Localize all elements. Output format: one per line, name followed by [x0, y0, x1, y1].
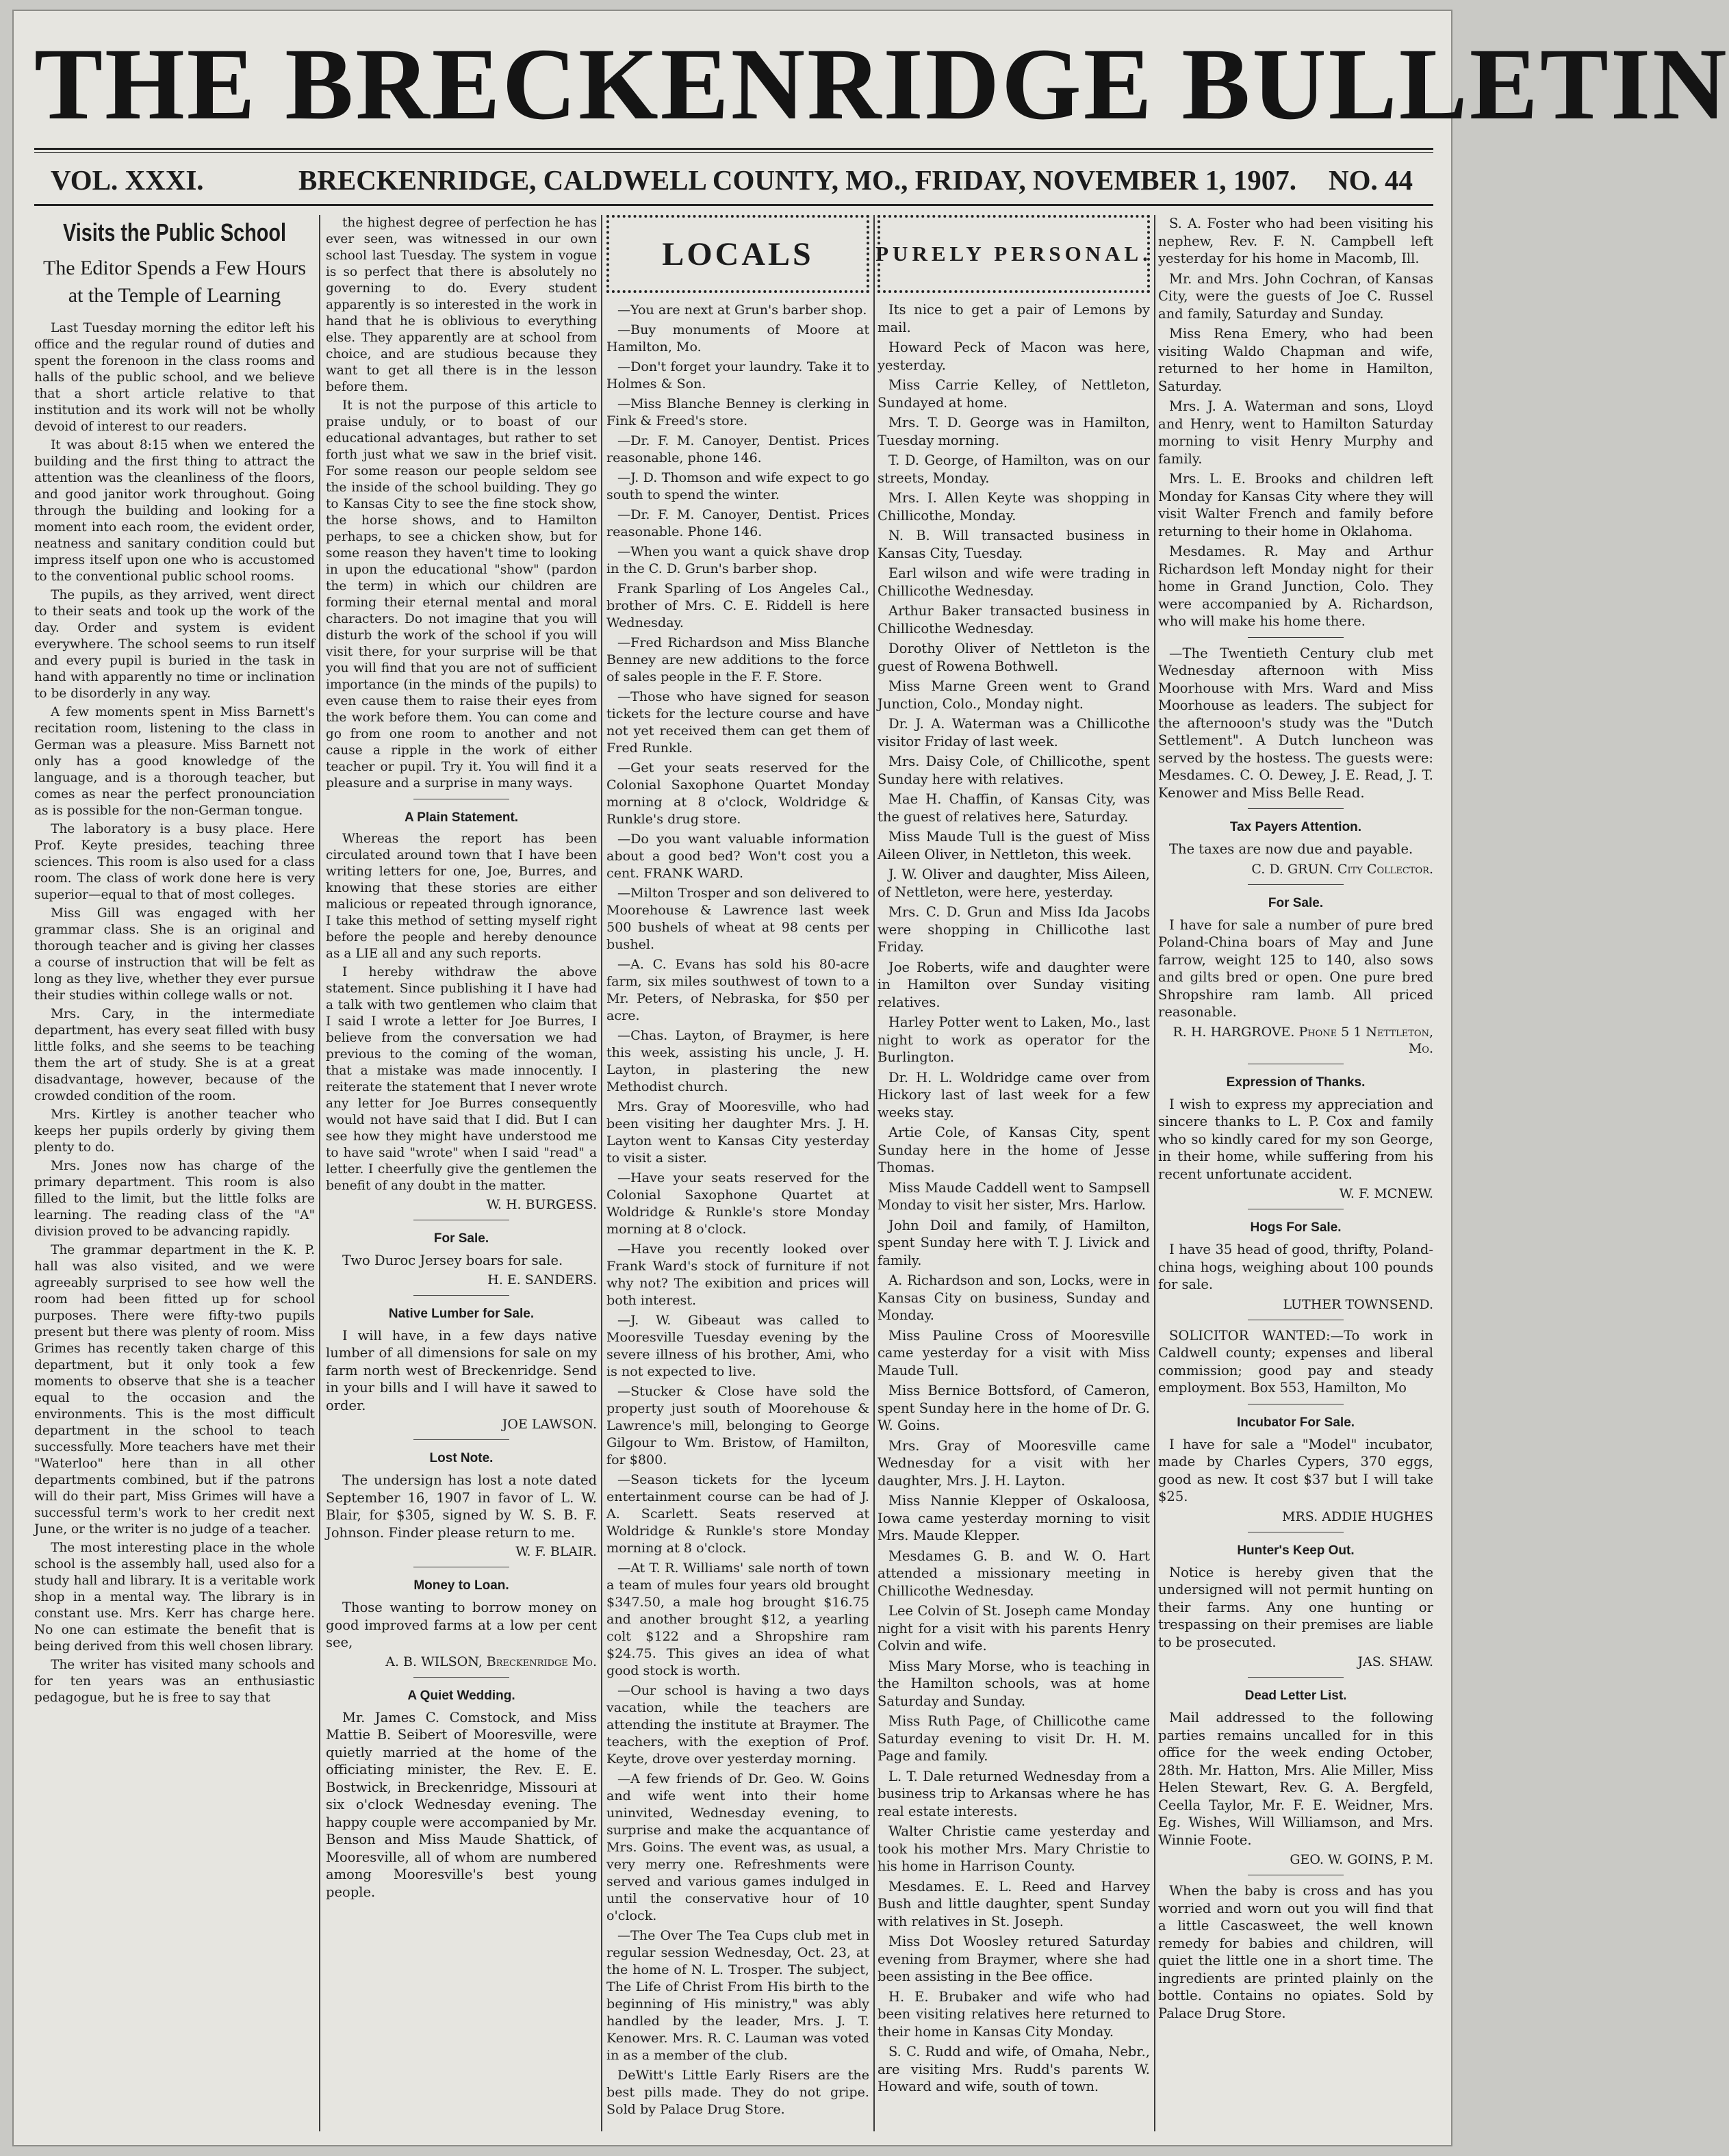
local-item: Mrs. Gray of Mooresville, who had been visiting her daughter Mrs. J. H. Layton went to Kansas City yesterday to visit a sister.: [606, 1099, 869, 1166]
statement-paragraph: I hereby withdraw the above statement. Since publishing it I have had a talk with two gentlemen who claim that I said I wrote a letter for Joe Burres, I believe from the conversation we had previous to the coming of the woman, that a mistake was made innocently. I reiterate the statement that I never wrote any letter for Joe Burres consequently would not have said that I did. But I can see how they might have understood me to have said "wrote" when I said "read" a letter. I cheerfully give the gentlemen the benefit of any doubt in the matter.: [326, 965, 597, 1193]
notice-title: Lost Note.: [429, 1451, 494, 1465]
personal-item: L. T. Dale returned Wednesday from a business trip to Arkansas where he has real estate interests.: [878, 1768, 1150, 1819]
personal-item: Dorothy Oliver of Nettleton is the guest of Rowena Bothwell.: [878, 641, 1150, 674]
notice-title: Expression of Thanks.: [1226, 1075, 1366, 1090]
notice-text: The taxes are now due and payable.: [1169, 841, 1413, 857]
personal-item: Mrs. C. D. Grun and Miss Ida Jacobs were shopping in Chillicothe last Friday.: [878, 904, 1150, 955]
local-item: DeWitt's Little Early Risers are the best pills made. They do not gripe. Sold by Palace Drug Store.: [606, 2067, 869, 2117]
personal-item: S. C. Rudd and wife, of Omaha, Nebr., are visiting Mrs. Rudd's parents W. Howard and wife, south of town.: [878, 2044, 1150, 2094]
personal-item: Miss Nannie Klepper of Oskaloosa, Iowa came yesterday morning to visit Mrs. Maude Klepper.: [878, 1493, 1150, 1543]
personal-item: A. Richardson and son, Locks, were in Kansas City on business, Sunday and Monday.: [878, 1272, 1150, 1323]
local-item: —Buy monuments of Moore at Hamilton, Mo.: [606, 322, 869, 355]
article-paragraph: Mrs. Cary, in the intermediate department, has every seat filled with busy little folks, and she seems to be teaching them the art of study. She is at a great disadvantage, however, because of the crowded condition of the room.: [34, 1007, 315, 1103]
notice-signature: A. B. WILSON, Breckenridge Mo.: [385, 1654, 597, 1669]
personal-item: Walter Christie came yesterday and took his mother Mrs. Mary Christie to his home in Harrison County.: [878, 1823, 1150, 1874]
solicitor-notice: SOLICITOR WANTED:—To work in Caldwell county; expenses and liberal commission; good pay and steady employment. Box 553, Hamilton, Mo: [1158, 1327, 1433, 1396]
local-item: —Those who have signed for season tickets for the lecture course and have not yet received them can get them of Fred Runkle.: [606, 689, 869, 756]
personal-item: Mrs. Gray of Mooresville came Wednesday for a visit with her daughter, Mrs. J. H. Layton.: [878, 1437, 1150, 1489]
personal-item: J. W. Oliver and daughter, Miss Aileen, of Nettleton, were here, yesterday.: [878, 867, 1150, 900]
notice-title: A Plain Statement.: [404, 810, 519, 825]
notice-signature: JAS. SHAW.: [1357, 1654, 1433, 1669]
notice-title: Money to Loan.: [413, 1578, 509, 1593]
article-paragraph: The pupils, as they arrived, went direct to their seats and took up the work of the day. Order and system is evident everywhere. The school seems to run itself and every pupil is buried in the task in hand with apparently no time or inclination to be disorderly in any way.: [34, 588, 315, 701]
notice-title: Dead Letter List.: [1244, 1689, 1347, 1703]
personal-header: PURELY PERSONAL.: [878, 215, 1150, 293]
personal-item: Miss Rena Emery, who had been visiting Waldo Chapman and wife, returned to her home in Hamilton, Saturday.: [1158, 326, 1433, 394]
masthead-rule: [34, 148, 1433, 150]
local-item: —At T. R. Williams' sale north of town a team of mules four years old brought $347.50, a male hog brought $16.75 and another brought $12, a yearling colt $122 and a Shropshire ram $24.75. This gives an idea of what good stock is worth.: [606, 1560, 869, 1678]
article-body: [34, 320, 315, 1706]
personal-item: Miss Carrie Kelley, of Nettleton, Sundayed at home.: [878, 377, 1150, 411]
local-item: —Season tickets for the lyceum entertainment course can be had of J. A. Scarlett. Seats reserved at Woldridge & Runkle's store Monday morning at 8 o'clock.: [606, 1472, 869, 1556]
section-rule: [1248, 884, 1344, 885]
article-paragraph: Miss Gill was engaged with her grammar class. She is an original and thorough teacher and is giving her classes a course of instruction that will be felt as long as they live, whether they ever pursue their studies within college walls or not.: [34, 906, 315, 1003]
local-item: —Do you want valuable information about a good bed? Won't cost you a cent. FRANK WARD.: [606, 831, 869, 881]
newspaper-page: [12, 10, 1729, 2146]
section-rule: [413, 1677, 509, 1678]
notice-signature: C. D. GRUN. City Collector.: [1251, 861, 1433, 877]
notice-signature: MRS. ADDIE HUGHES: [1282, 1509, 1433, 1524]
local-item: —When you want a quick shave drop in the C. D. Grun's barber shop.: [606, 543, 869, 576]
notice-text: Those wanting to borrow money on good improved farms at a low per cent see,: [326, 1600, 597, 1650]
column-divider: [873, 215, 875, 2131]
place-and-date: BRECKENRIDGE, CALDWELL COUNTY, MO., FRIDAY, NOVEMBER 1, 1907.: [298, 164, 1296, 196]
personal-item: H. E. Brubaker and wife who had been visiting relatives here returned to their home in Kansas City Monday.: [878, 1988, 1150, 2040]
personal-item: Miss Mary Morse, who is teaching in the Hamilton schools, was at home Saturday and Sunday.: [878, 1658, 1150, 1709]
local-item: —Get your seats reserved for the Colonial Saxophone Quartet Monday morning at 8 o'clock, Woldridge & Runkle's drug store.: [606, 760, 869, 827]
notice-title: Hogs For Sale.: [1250, 1220, 1342, 1235]
notice-title: Tax Payers Attention.: [1229, 820, 1362, 834]
personal-item: Mesdames. E. L. Reed and Harvey Bush and little daughter, spent Sunday with relatives in St. Joseph.: [878, 1878, 1150, 1929]
advertisement: When the baby is cross and has you worried and worn out you will find that a little Cascasweet, the well known remedy for babies and children, will quiet the little one in a short time. The ingredients are printed plainly on the bottle. Contains no opiates. Sold by Palace Drug Store.: [1158, 1883, 1433, 2021]
personal-item: Arthur Baker transacted business in Chillicothe Wednesday.: [878, 603, 1150, 637]
local-item: —Fred Richardson and Miss Blanche Benney are new additions to the force of sales people in the F. F. Store.: [606, 634, 869, 684]
personal-item: Miss Marne Green went to Grand Junction, Colo., Monday night.: [878, 678, 1150, 712]
dateline: [34, 163, 1433, 197]
personal-item: Lee Colvin of St. Joseph came Monday night for a visit with his parents Henry Colvin and wife.: [878, 1603, 1150, 1654]
column-divider: [1154, 215, 1155, 2131]
notice-title: For Sale.: [1268, 895, 1324, 910]
column-two: [326, 215, 597, 2131]
notice-text: The undersign has lost a note dated September 16, 1907 in favor of L. W. Blair, for $305, signed by W. S. B. F. Johnson. Finder please return to me.: [326, 1472, 597, 1541]
personal-item: Mrs. I. Allen Keyte was shopping in Chillicothe, Monday.: [878, 490, 1150, 524]
section-rule: [1248, 637, 1344, 638]
section-rule: [1248, 1677, 1344, 1678]
plain-statement-body: [326, 831, 597, 1194]
local-item: —Stucker & Close have sold the property just south of Moorehouse & Lawrence's mill, belonging to George Gilgour to Wm. Bristow, of Hamilton, for $800.: [606, 1383, 869, 1467]
section-rule: [413, 1439, 509, 1440]
notice-title: For Sale.: [433, 1231, 489, 1246]
issue-number: NO. 44: [1329, 164, 1413, 196]
personal-item: Miss Pauline Cross of Mooresville came yesterday for a visit with Miss Maude Tull.: [878, 1327, 1150, 1378]
notice-text: I will have, in a few days native lumber of all dimensions for sale on my farm north west of Breckenridge. Send in your bills and I will have it sawed to order.: [326, 1327, 597, 1413]
personal-item: Mrs. L. E. Brooks and children left Monday for Kansas City where they will visit Walter French and family before returning to their home in Oklahoma.: [1158, 471, 1433, 539]
notice-text: I have for sale a "Model" incubator, made by Charles Cypers, 370 eggs, good as new. It cost $37 but I will take $25.: [1158, 1436, 1433, 1504]
personal-item: Mae H. Chaffin, of Kansas City, was the guest of relatives here, Saturday.: [878, 791, 1150, 825]
local-item: —Dr. F. M. Canoyer, Dentist. Prices reasonable, phone 146.: [606, 433, 869, 465]
volume-number: VOL. XXXI.: [51, 164, 204, 196]
notice-signature: H. E. SANDERS.: [487, 1272, 597, 1287]
personal-item: Mesdames. R. May and Arthur Richardson left Monday night for their home in Grand Junction, Colo. They were accompanied by A. Richardson, who will make his home there.: [1158, 543, 1433, 629]
personal-item: Miss Maude Caddell went to Sampsell Monday to visit her sister, Mrs. Harlow.: [878, 1179, 1150, 1213]
notice-signature: JOE LAWSON.: [502, 1417, 597, 1432]
personal-list-continued: [1158, 215, 1433, 630]
personal-item: Miss Ruth Page, of Chillicothe came Saturday evening to visit Dr. H. M. Page and family.: [878, 1713, 1150, 1764]
local-item: —Have your seats reserved for the Colonial Saxophone Quartet at Woldridge & Runkle's store Monday morning at 8 o'clock.: [606, 1170, 869, 1237]
notice-text: Mail addressed to the following parties remains uncalled for in this office for the week ending October, 28th. Mr. Hatton, Mrs. Alie Miller, Miss Helen Stewart, Rev. G. A. Bergfeld, Ceella Taylor, Mr. F. E. Weidner, Mrs. Eg. Wishes, Will Williamson, and Mrs. Winnie Foote.: [1158, 1710, 1433, 1848]
personal-item: Its nice to get a pair of Lemons by mail.: [878, 302, 1150, 335]
notice-text: Mr. James C. Comstock, and Miss Mattie B. Seibert of Mooresville, were quietly married at the home of the officiating minister, the Rev. E. E. Bostwick, in Breckenridge, Missouri at six o'clock Wednesday evening. The happy couple were accompanied by Mr. Benson and Miss Maude Shattick, of Mooresville, all of whom are numbered among Mooresville's best young people.: [326, 1709, 597, 1900]
personal-item: Dr. J. A. Waterman was a Chillicothe visitor Friday of last week.: [878, 716, 1150, 749]
local-item: —Miss Blanche Benney is clerking in Fink & Freed's store.: [606, 396, 869, 428]
personal-item: John Doil and family, of Hamilton, spent Sunday here with T. J. Livick and family.: [878, 1217, 1150, 1268]
article-paragraph: Last Tuesday morning the editor left his office and the regular round of duties and spent the forenoon in the class rooms and halls of the public school, and we believe that a short article relative to that institution and its work will not be wholly devoid of interest to our readers.: [34, 321, 315, 434]
local-item: —J. W. Gibeaut was called to Mooresville Tuesday evening by the severe illness of his brother, Ami, who is not expected to live.: [606, 1312, 869, 1379]
column-school-article: [34, 215, 315, 2131]
notice-text: I have for sale a number of pure bred Poland-China boars of May and June farrow, weight 125 to 140, also sows and gilts bred or open. One pure bred Shropshire ram lamb. All priced reasonable.: [1158, 916, 1433, 1020]
local-item: Frank Sparling of Los Angeles Cal., brother of Mrs. C. E. Riddell is here Wednesday.: [606, 580, 869, 630]
notice-signature: W. H. BURGESS.: [486, 1197, 597, 1212]
masthead-title: THE BRECKENRIDGE BULLETIN: [34, 27, 1729, 141]
personal-item: Miss Bernice Bottsford, of Cameron, spent Sunday here in the home of Dr. G. W. Goins.: [878, 1383, 1150, 1433]
personal-item: Miss Maude Tull is the guest of Miss Aileen Oliver, in Nettleton, this week.: [878, 829, 1150, 862]
masthead-rule-thin: [34, 152, 1433, 153]
article-paragraph: It is not the purpose of this article to praise unduly, or to boast of our educational advantages, but rather to set forth just what we saw in the brief visit. For some reason our people seldom see the inside of the school building. They go to Kansas City to see the fine stock show, the horse shows, and to Hamilton perhaps, to see a chicken show, but for some reason they haven't time to looking in upon the educational "show" (pardon the term) in which our children are forming their eternal mental and moral characters. Do not imagine that you will disturb the work of the school if you will visit there, for your surprise will be that you will find that you are not of sufficient importance (in the minds of the pupils) to even cause them to raise their eyes from the work before them. You can come and go from one room to another and not cause a ripple in the work of either teacher or pupil. Try it. You will find it a pleasure and a surprise in many ways.: [326, 398, 597, 791]
notice-text: I wish to express my appreciation and sincere thanks to L. P. Cox and family who so kindly cared for my son George, in their home, while suffering from his recent unfortunate accident.: [1158, 1096, 1433, 1182]
notice-title: A Quiet Wedding.: [407, 1688, 515, 1703]
notice-signature: GEO. W. GOINS, P. M.: [1290, 1852, 1433, 1867]
personal-list: [878, 301, 1150, 2096]
column-personal: [875, 215, 1152, 2131]
personal-item: Earl wilson and wife were trading in Chillicothe Wednesday.: [878, 565, 1150, 599]
local-item: —A few friends of Dr. Geo. W. Goins and wife went into their home uninvited, Wednesday evening, to surprise and make the acquantance of Mrs. Goins. The event was, as usual, a very merry one. Refreshments were served and various games indulged in until the conservative hour of 10 o'clock.: [606, 1771, 869, 1923]
local-item: —J. D. Thomson and wife expect to go south to spend the winter.: [606, 470, 869, 502]
local-item: —Have you recently looked over Frank Ward's stock of furniture if not why not? The exibition and prices will both interest.: [606, 1241, 869, 1308]
local-item: —Our school is having a two days vacation, while the teachers are attending the institute at Braymer. The teachers, with the exeption of Prof. Keyte, drove over yesterday morning.: [606, 1682, 869, 1767]
article-continuation: [326, 215, 597, 792]
notice-title: Incubator For Sale.: [1236, 1415, 1355, 1430]
personal-item: Harley Potter went to Laken, Mo., last night to work as operator for the Burlington.: [878, 1014, 1150, 1065]
notice-title: Hunter's Keep Out.: [1237, 1543, 1355, 1558]
statement-paragraph: Whereas the report has been circulated around town that I have been writing letters for one, Joe, Burres, and knowing that these stories are either malicious or repeated through ignorance, I take this method of setting myself right before the people and hereby denounce as a LIE all and any such reports.: [326, 832, 597, 961]
column-divider: [319, 215, 320, 2131]
local-item: —Milton Trosper and son delivered to Moorehouse & Lawrence last week 500 bushels of wheat at 98 cents per bushel.: [606, 885, 869, 952]
personal-item: Dr. H. L. Woldridge came over from Hickory last of last week for a few weeks stay.: [878, 1069, 1150, 1120]
personal-item: Howard Peck of Macon was here, yesterday.: [878, 339, 1150, 373]
personal-item: Mrs. J. A. Waterman and sons, Lloyd and Henry, went to Hamilton Saturday morning to visit Henry Murphy and family.: [1158, 398, 1433, 467]
local-item: —Dr. F. M. Canoyer, Dentist. Prices reasonable. Phone 146.: [606, 506, 869, 539]
article-paragraph: the highest degree of perfection he has ever seen, was witnessed in our own school last Tuesday. The system in vogue is so perfect that there is absolutely no governing to do. Every student apparently is so interested in the work in hand that he is oblivious to everything else. They apparently are at school from choice, and are studious because they want to get all there is in the lesson before them.: [326, 216, 597, 394]
article-paragraph: The most interesting place in the whole school is the assembly hall, used also for a study hall and library. It is a veritable work shop in a mental way. The library is in constant use. Mrs. Kerr has charge here. No one can estimate the benefit that is being derived from this well chosen library.: [34, 1541, 315, 1654]
notice-signature: W. F. BLAIR.: [515, 1544, 597, 1559]
local-item: —Chas. Layton, of Braymer, is here this week, assisting his uncle, J. H. Layton, in plastering the new Methodist church.: [606, 1027, 869, 1094]
notice-signature: R. H. HARGROVE. Phone 5 1 Nettleton, Mo.: [1173, 1024, 1433, 1056]
notice-text: Two Duroc Jersey boars for sale.: [342, 1253, 563, 1268]
article-paragraph: The grammar department in the K. P. hall was also visited, and we were agreeably surprised to see how well the room had been fitted up for school purposes. There were fifty-two pupils present but there was plenty of room. Miss Grimes has recently taken charge of this department, but it only took a few moments to observe that she is a teacher equal to the occasion and the environments. This is the most difficult department in the school to teach successfully. More teachers have met their "Waterloo" here than in all other departments combined, but if the patrons will do their part, Miss Grimes will have a successful term's work to her credit next June, or the writer is no judge of a teacher.: [34, 1243, 315, 1537]
personal-item: Artie Cole, of Kansas City, spent Sunday here in the home of Jesse Thomas.: [878, 1125, 1150, 1175]
local-item: —Don't forget your laundry. Take it to Holmes & Son.: [606, 359, 869, 392]
notice-text: Notice is hereby given that the undersigned will not permit hunting on their farms. Any one hunting or trespassing on their premises are liable to be prosecuted.: [1158, 1564, 1433, 1650]
column-divider: [601, 215, 602, 2131]
notice-signature: W. F. MCNEW.: [1339, 1186, 1433, 1201]
article-paragraph: The laboratory is a busy place. Here Prof. Keyte presides, teaching three sciences. This room is also used for a class room. The class of work done here is very superior—equal to that of most colleges.: [34, 822, 315, 902]
article-subhead: The Editor Spends a Few Hours at the Temple of Learning: [42, 257, 307, 307]
article-paragraph: The writer has visited many schools and for ten years was an enthusiastic pedagogue, but he is free to say that: [34, 1658, 315, 1705]
article-paragraph: It was about 8:15 when we entered the building and the first thing to attract the attention was the cleanliness of the floors, and good janitor work throughout. Going through the building and looking for a moment into each room, the evident order, neatness and sanitary condition could but impress itself upon one who is accustomed to the conventional public school rooms.: [34, 438, 315, 584]
personal-item: Miss Dot Woosley retured Saturday evening from Braymer, where she had been assisting in the Bee office.: [878, 1934, 1150, 1984]
locals-header: LOCALS: [606, 215, 869, 293]
club-notice: —The Twentieth Century club met Wednesday afternoon with Miss Moorhouse with Mrs. Ward and Miss Moorhouse as leaders. The subject for the afternooon's study was the "Dutch Settlement". A Dutch luncheon was served by the hostess. The guests were: Mesdames. C. O. Dewey, J. E. Read, J. T. Kenower and Miss Belle Read.: [1158, 645, 1433, 801]
local-item: —You are next at Grun's barber shop.: [617, 302, 867, 318]
personal-item: Mrs. T. D. George was in Hamilton, Tuesday morning.: [878, 415, 1150, 448]
article-paragraph: Mrs. Kirtley is another teacher who keeps her pupils orderly by giving them plenty to do.: [34, 1107, 315, 1155]
dateline-rule: [34, 204, 1433, 206]
personal-item: Mr. and Mrs. John Cochran, of Kansas City, were the guests of Joe C. Russel and family, Saturday and Sunday.: [1158, 270, 1433, 322]
local-item: —A. C. Evans has sold his 80-acre farm, six miles southwest of town to a Mr. Peters, of Nebraska, for $50 per acre.: [606, 956, 869, 1023]
article-paragraph: A few moments spent in Miss Barnett's recitation room, listening to the class in German was a pleasure. Miss Barnett not only has a good knowledge of the language, and is a thorough teacher, but comes as near the perfect pronounciation as is possible for the non-German tongue.: [34, 705, 315, 818]
column-five: [1158, 215, 1433, 2131]
local-item: —The Over The Tea Cups club met in regular session Wednesday, Oct. 23, at the home of N. L. Trosper. The subject, The Life of Christ From His birth to the beginning of His ministry," was ably handled by the leader, Mrs. J. T. Kenower. Mrs. R. C. Lauman was voted in as a member of the club.: [606, 1927, 869, 2063]
personal-item: Mrs. Daisy Cole, of Chillicothe, spent Sunday here with relatives.: [878, 754, 1150, 787]
notice-signature: LUTHER TOWNSEND.: [1283, 1296, 1433, 1312]
locals-list: [606, 301, 869, 2118]
personal-item: S. A. Foster who had been visiting his nephew, Rev. F. N. Campbell left yesterday for his home in Macomb, Ill.: [1158, 216, 1433, 266]
section-rule: [1248, 808, 1344, 809]
personal-item: Joe Roberts, wife and daughter were in Hamilton over Sunday visiting relatives.: [878, 959, 1150, 1010]
personal-item: N. B. Will transacted business in Kansas City, Tuesday.: [878, 528, 1150, 561]
notice-text: I have 35 head of good, thrifty, Poland-china hogs, weighing about 100 pounds for sale.: [1158, 1242, 1433, 1292]
notice-title: Native Lumber for Sale.: [388, 1306, 535, 1321]
personal-item: Mesdames G. B. and W. O. Hart attended a missionary meeting in Chillicothe Wednesday.: [878, 1548, 1150, 1599]
column-locals: [606, 215, 869, 2131]
article-paragraph: Mrs. Jones now has charge of the primary department. This room is also filled to the limit, but the little folks are learning. The reading class of the "A" division proved to be advancing rapidly.: [34, 1159, 315, 1239]
section-rule: [413, 1295, 509, 1296]
personal-item: T. D. George, of Hamilton, was on our streets, Monday.: [878, 452, 1150, 486]
article-headline: Visits the Public School: [63, 218, 286, 246]
